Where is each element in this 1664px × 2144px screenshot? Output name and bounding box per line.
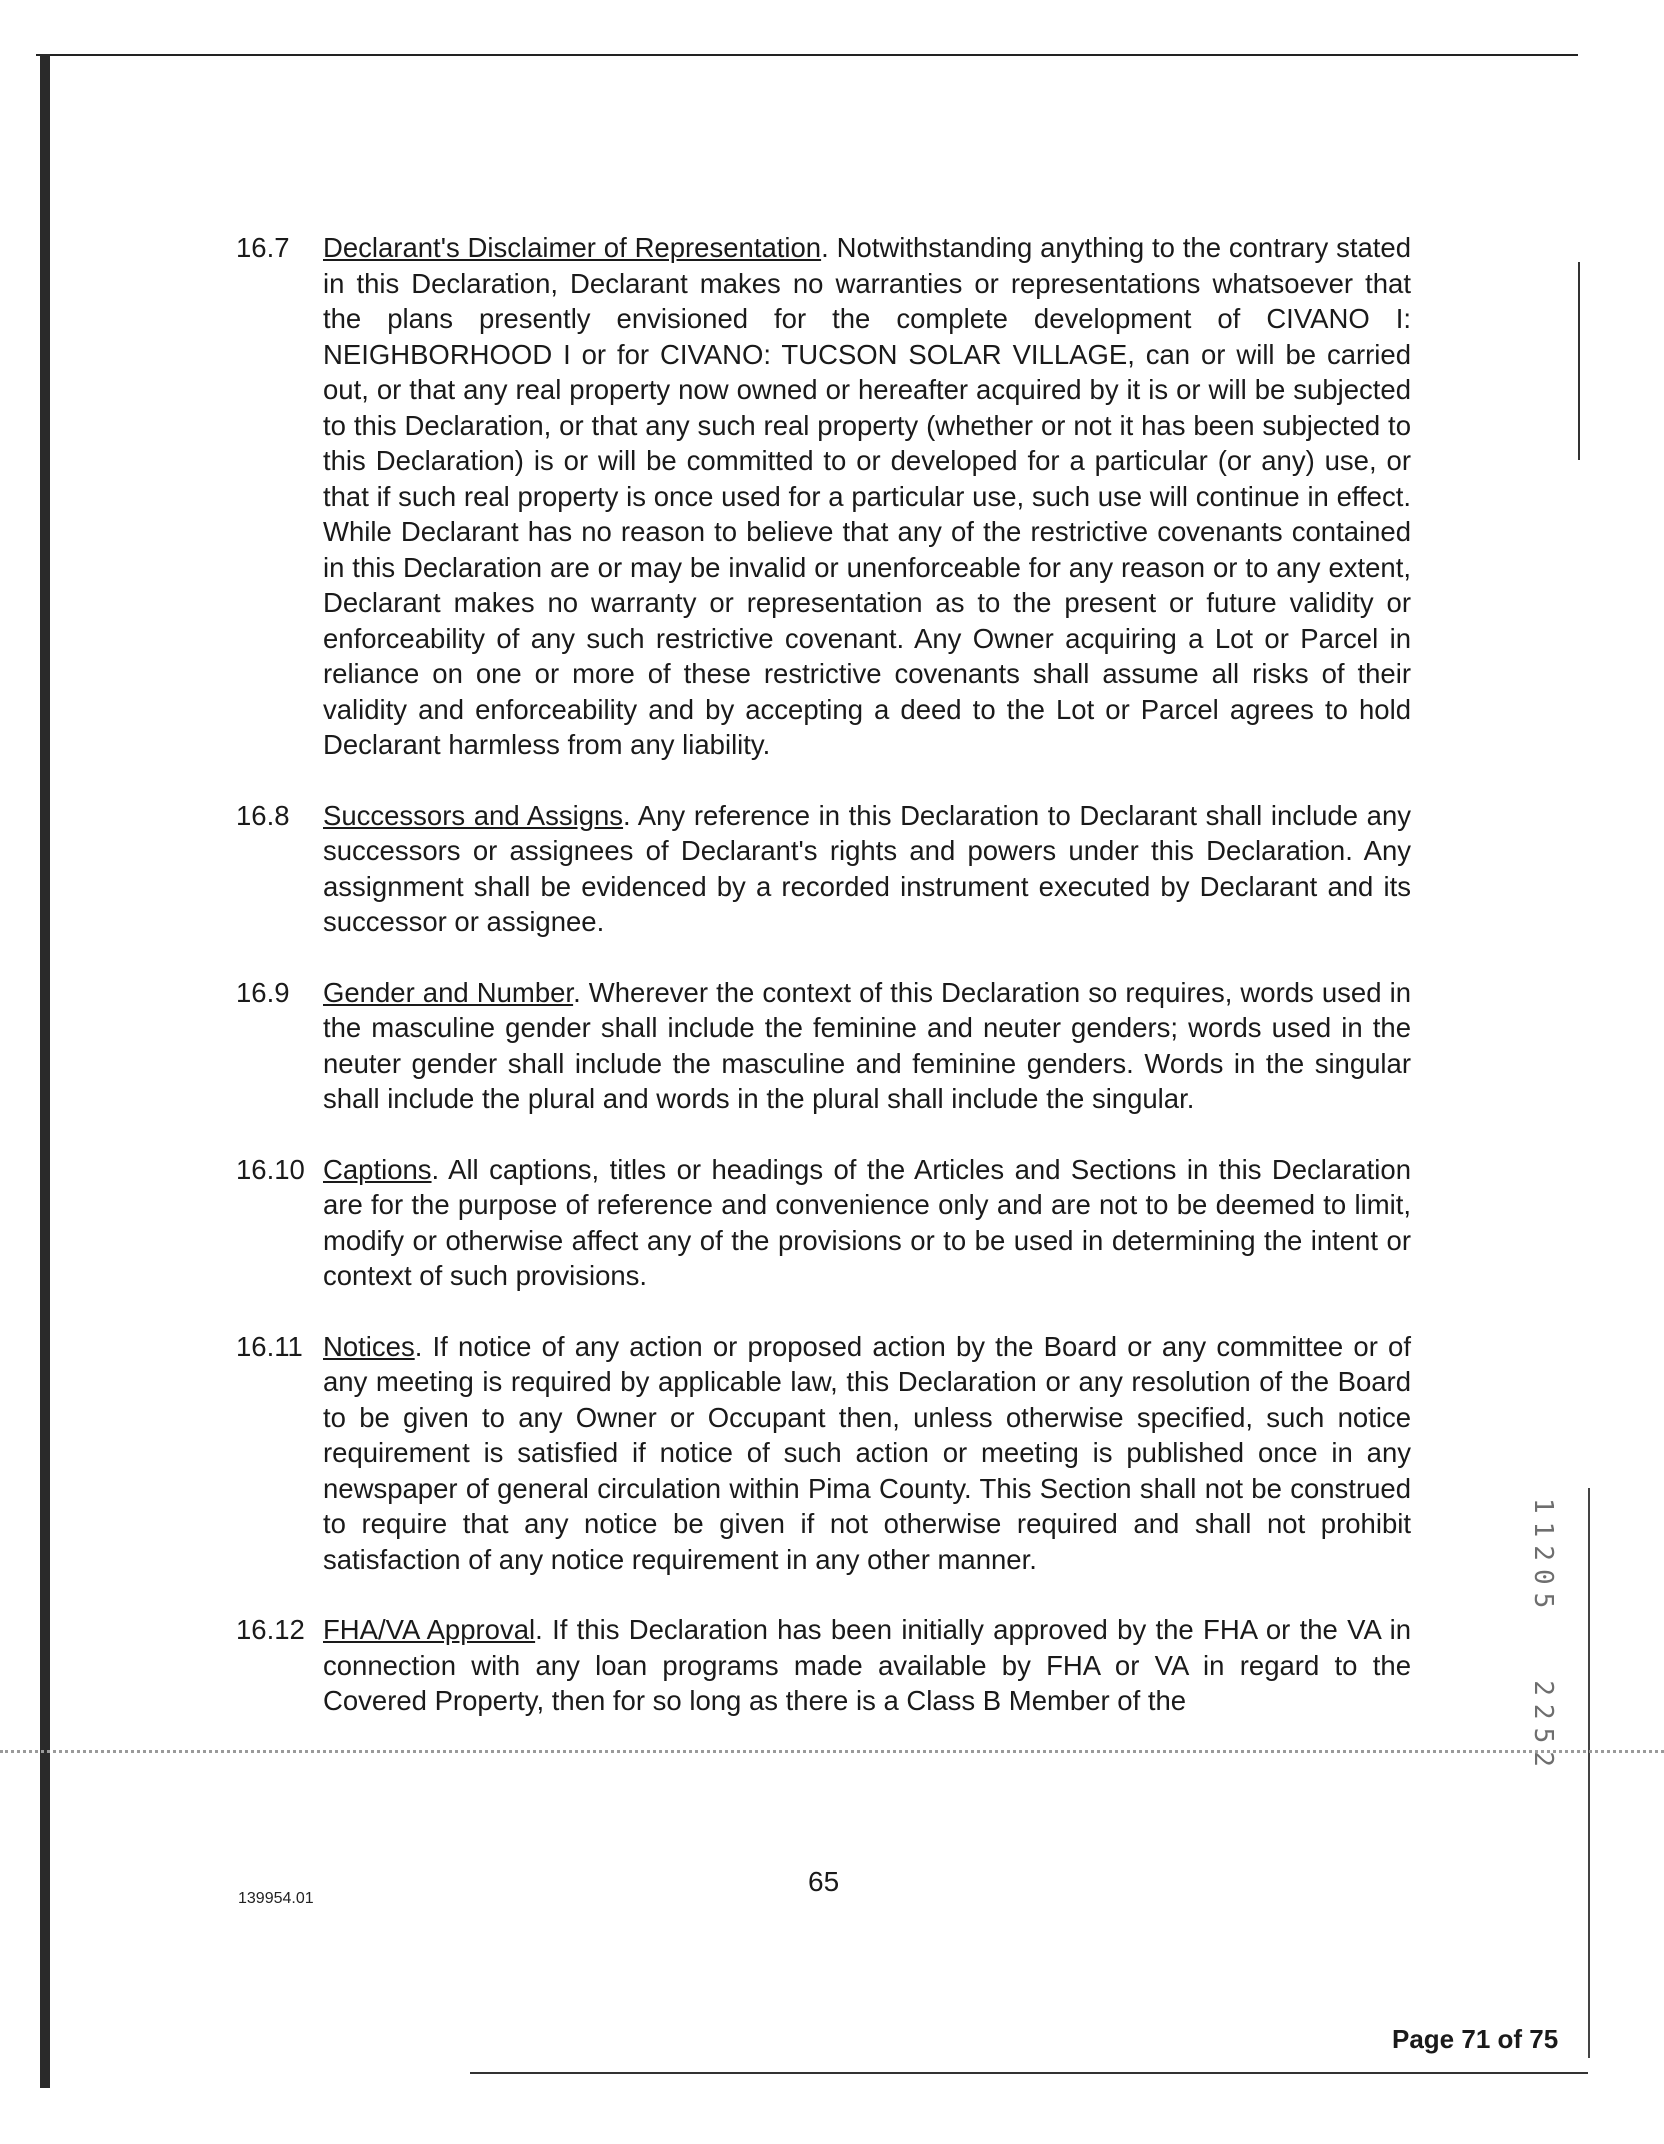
section-text — [323, 975, 1411, 1117]
section-16-12 — [236, 1612, 1411, 1719]
page-number: 65 — [808, 1866, 840, 1897]
stamp-part: 2252 — [1528, 1680, 1558, 1775]
section-number: 16.10 — [236, 1153, 305, 1185]
section-text — [323, 1329, 1411, 1578]
section-heading: Successors and Assigns — [323, 799, 624, 831]
recording-stamp — [1528, 1498, 1558, 1775]
stamp-part: 11205 — [1528, 1498, 1558, 1617]
section-heading: Gender and Number — [323, 976, 574, 1008]
section-number: 16.12 — [236, 1614, 305, 1645]
section-heading: Declarant's Disclaimer of Representation — [323, 232, 822, 263]
section-text — [323, 230, 1411, 763]
section-body: . If notice of any action or proposed action by the Board or any committee or of any meeting is required by applicable law, this Declaration or any resolution of the Board to be given to any Owner or Occupant then, unless otherwise specified, such notice requirement is satisfied if notice of such action or meeting is published once in any newspaper of general circulation within Pima County. This Section shall not be construed to require that any notice be given if not otherwise required and shall not prohibit satisfaction of any notice requirement in any other manner. — [323, 1330, 1411, 1575]
document-number: 139954.01 — [238, 1890, 314, 1907]
scan-top-border — [36, 54, 1578, 56]
section-body: . Wherever the context of this Declaration so requires, words used in the masculine gender shall include the feminine and neuter genders; words used in the neuter gender shall include the masculine and feminine genders. Words in the singular shall include the plural and words in the plural shall include the singular. — [323, 976, 1411, 1114]
section-text — [323, 798, 1411, 940]
scan-bottom-line — [470, 2072, 1588, 2074]
scan-right-line-upper — [1578, 262, 1580, 460]
section-16-10 — [236, 1152, 1411, 1294]
section-number: 16.8 — [236, 799, 290, 831]
section-16-8 — [236, 798, 1411, 940]
section-number: 16.9 — [236, 976, 290, 1008]
section-heading: Captions — [323, 1153, 432, 1185]
section-number: 16.11 — [236, 1330, 303, 1362]
section-body: . If this Declaration has been initially approved by the FHA or the VA in connection with any loan programs made available by FHA or VA in regard to the Covered Property, then for so long as there is a Class B Member of the — [323, 1614, 1411, 1716]
section-heading: FHA/VA Approval — [323, 1614, 536, 1645]
section-16-9 — [236, 975, 1411, 1117]
section-16-7 — [236, 230, 1411, 763]
section-number: 16.7 — [236, 232, 290, 263]
section-text — [323, 1152, 1411, 1294]
section-heading: Notices — [323, 1330, 415, 1362]
section-16-11 — [236, 1329, 1411, 1578]
scan-right-line-lower — [1588, 1488, 1590, 2058]
scan-left-border — [40, 54, 50, 2088]
section-text — [323, 1612, 1411, 1719]
section-body: . Notwithstanding anything to the contrary stated in this Declaration, Declarant makes no warranties or representations whatsoever that the plans presently envisioned for the complete development of CIVANO I: NEIGHBORHOOD I or for CIVANO: TUCSON SOLAR VILLAGE, can or will be carried out, or that any real property now owned or hereafter acquired by it is or will be subjected to this Declaration, or that any such real property (whether or not it has been subjected to this Declaration) is or will be committed to or developed for a particular (or any) use, or that if such real property is once used for a particular use, such use will continue in effect. While Declarant has no reason to believe that any of the restrictive covenants contained in this Declaration are or may be invalid or unenforceable for any reason or to any extent, Declarant makes no warranty or representation as to the present or future validity or enforceability of any such restrictive covenant. Any Owner acquiring a Lot or Parcel in reliance on one or more of these restrictive covenants shall assume all risks of their validity and enforceability and by accepting a deed to the Lot or Parcel agrees to hold Declarant harmless from any liability. — [323, 232, 1411, 760]
page-counter: Page 71 of 75 — [1392, 2024, 1559, 2054]
section-body: . All captions, titles or headings of the Articles and Sections in this Declaration are for the purpose of reference and convenience only and are not to be deemed to limit, modify or otherwise affect any of the provisions or to be used in determining the intent or context of such provisions. — [323, 1153, 1411, 1291]
document-body — [236, 230, 1411, 1754]
section-body: . Any reference in this Declaration to Declarant shall include any successors or assignees of Declarant's rights and powers under this Declaration. Any assignment shall be evidenced by a recorded instrument executed by Declarant and its successor or assignee. — [323, 799, 1411, 937]
